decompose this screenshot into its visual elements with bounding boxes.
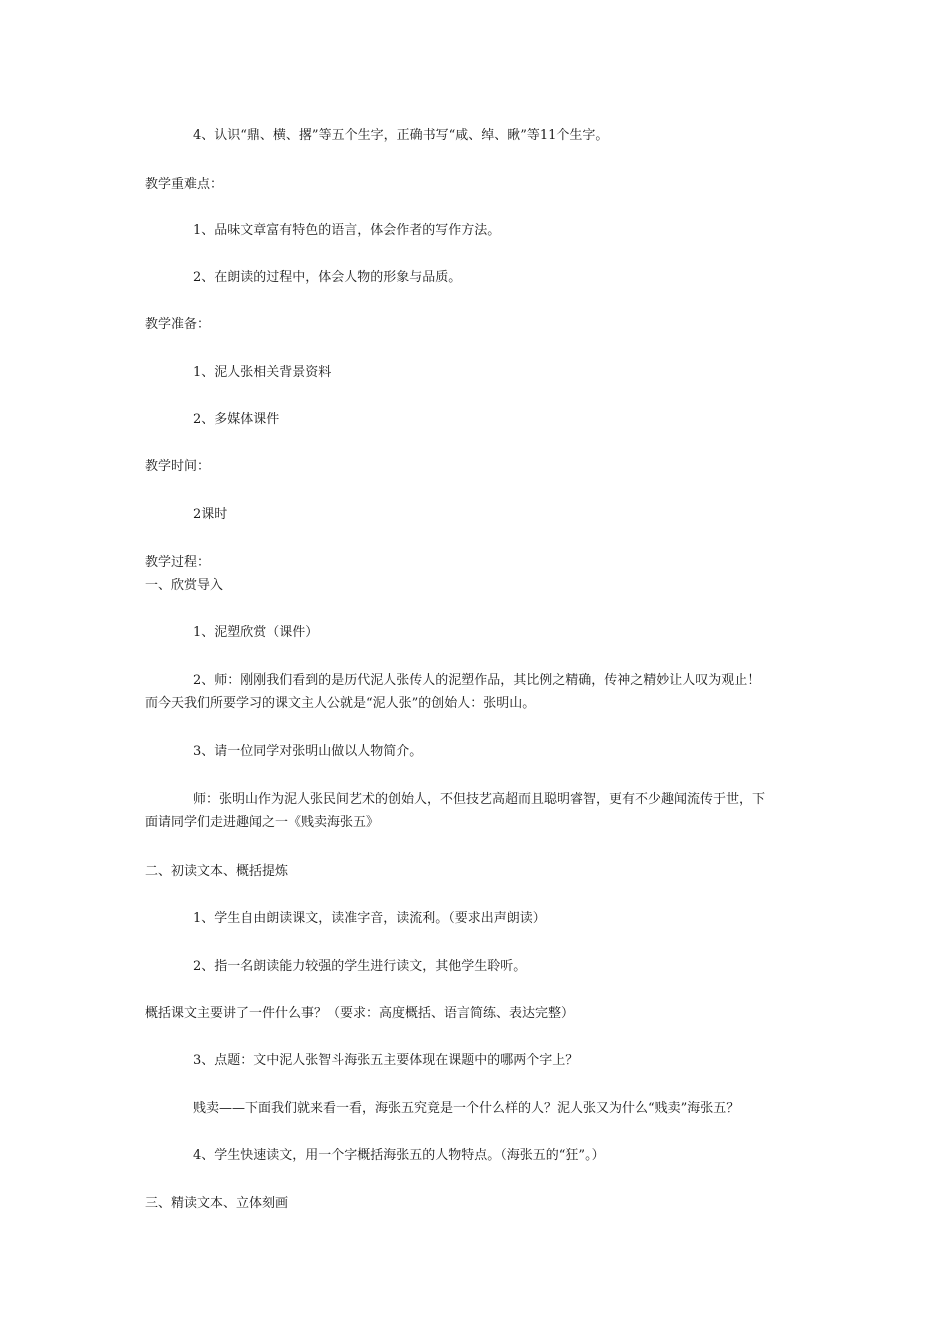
text-line: 2、指一名朗读能力较强的学生进行读文，其他学生聆听。 (193, 959, 527, 974)
text-line: 概括课文主要讲了一件什么事？（要求：高度概括、语言简练、表达完整） (145, 1006, 575, 1021)
text-line: 1、学生自由朗读课文，读准字音，读流利。（要求出声朗读） (193, 911, 546, 926)
section-heading: 教学时间： (145, 459, 211, 474)
text-line: 1、泥人张相关背景资料 (193, 365, 332, 380)
text-line: 2、师：刚刚我们看到的是历代泥人张传人的泥塑作品，其比例之精确，传神之精妙让人叹为观止！ (193, 673, 761, 688)
text-line: 3、请一位同学对张明山做以人物简介。 (193, 744, 423, 759)
text-line: 4、学生快速读文，用一个字概括海张五的人物特点。（海张五的“狂”。） (193, 1148, 605, 1163)
text-line: 贱卖——下面我们就来看一看，海张五究竟是一个什么样的人？泥人张又为什么“贱卖”海张五？ (193, 1101, 740, 1116)
section-heading: 教学准备： (145, 317, 211, 332)
section-heading: 教学过程： (145, 555, 211, 570)
text-line: 2、在朗读的过程中，体会人物的形象与品质。 (193, 270, 462, 285)
section-heading: 教学重难点： (145, 177, 224, 192)
section-heading: 二、初读文本、概括提炼 (145, 864, 289, 879)
text-line: 1、品味文章富有特色的语言，体会作者的写作方法。 (193, 223, 501, 238)
text-line: 1、泥塑欣赏（课件） (193, 625, 319, 640)
section-heading: 三、精读文本、立体刻画 (145, 1196, 289, 1211)
text-line: 3、点题：文中泥人张智斗海张五主要体现在课题中的哪两个字上？ (193, 1053, 579, 1068)
text-line: 2课时 (193, 507, 228, 522)
text-line: 2、多媒体课件 (193, 412, 280, 427)
section-heading: 一、欣赏导入 (145, 578, 224, 593)
text-line: 师：张明山作为泥人张民间艺术的创始人，不但技艺高超而且聪明睿智，更有不少趣闻流传于世，下 (193, 792, 766, 807)
text-line: 而今天我们所要学习的课文主人公就是“泥人张”的创始人：张明山。 (145, 696, 536, 711)
text-line: 面请同学们走进趣闻之一《贱卖海张五》 (145, 815, 380, 830)
text-line: 4、认识“鼎、横、撂”等五个生字，正确书写“咸、绰、瞅”等11个生字。 (193, 128, 609, 143)
